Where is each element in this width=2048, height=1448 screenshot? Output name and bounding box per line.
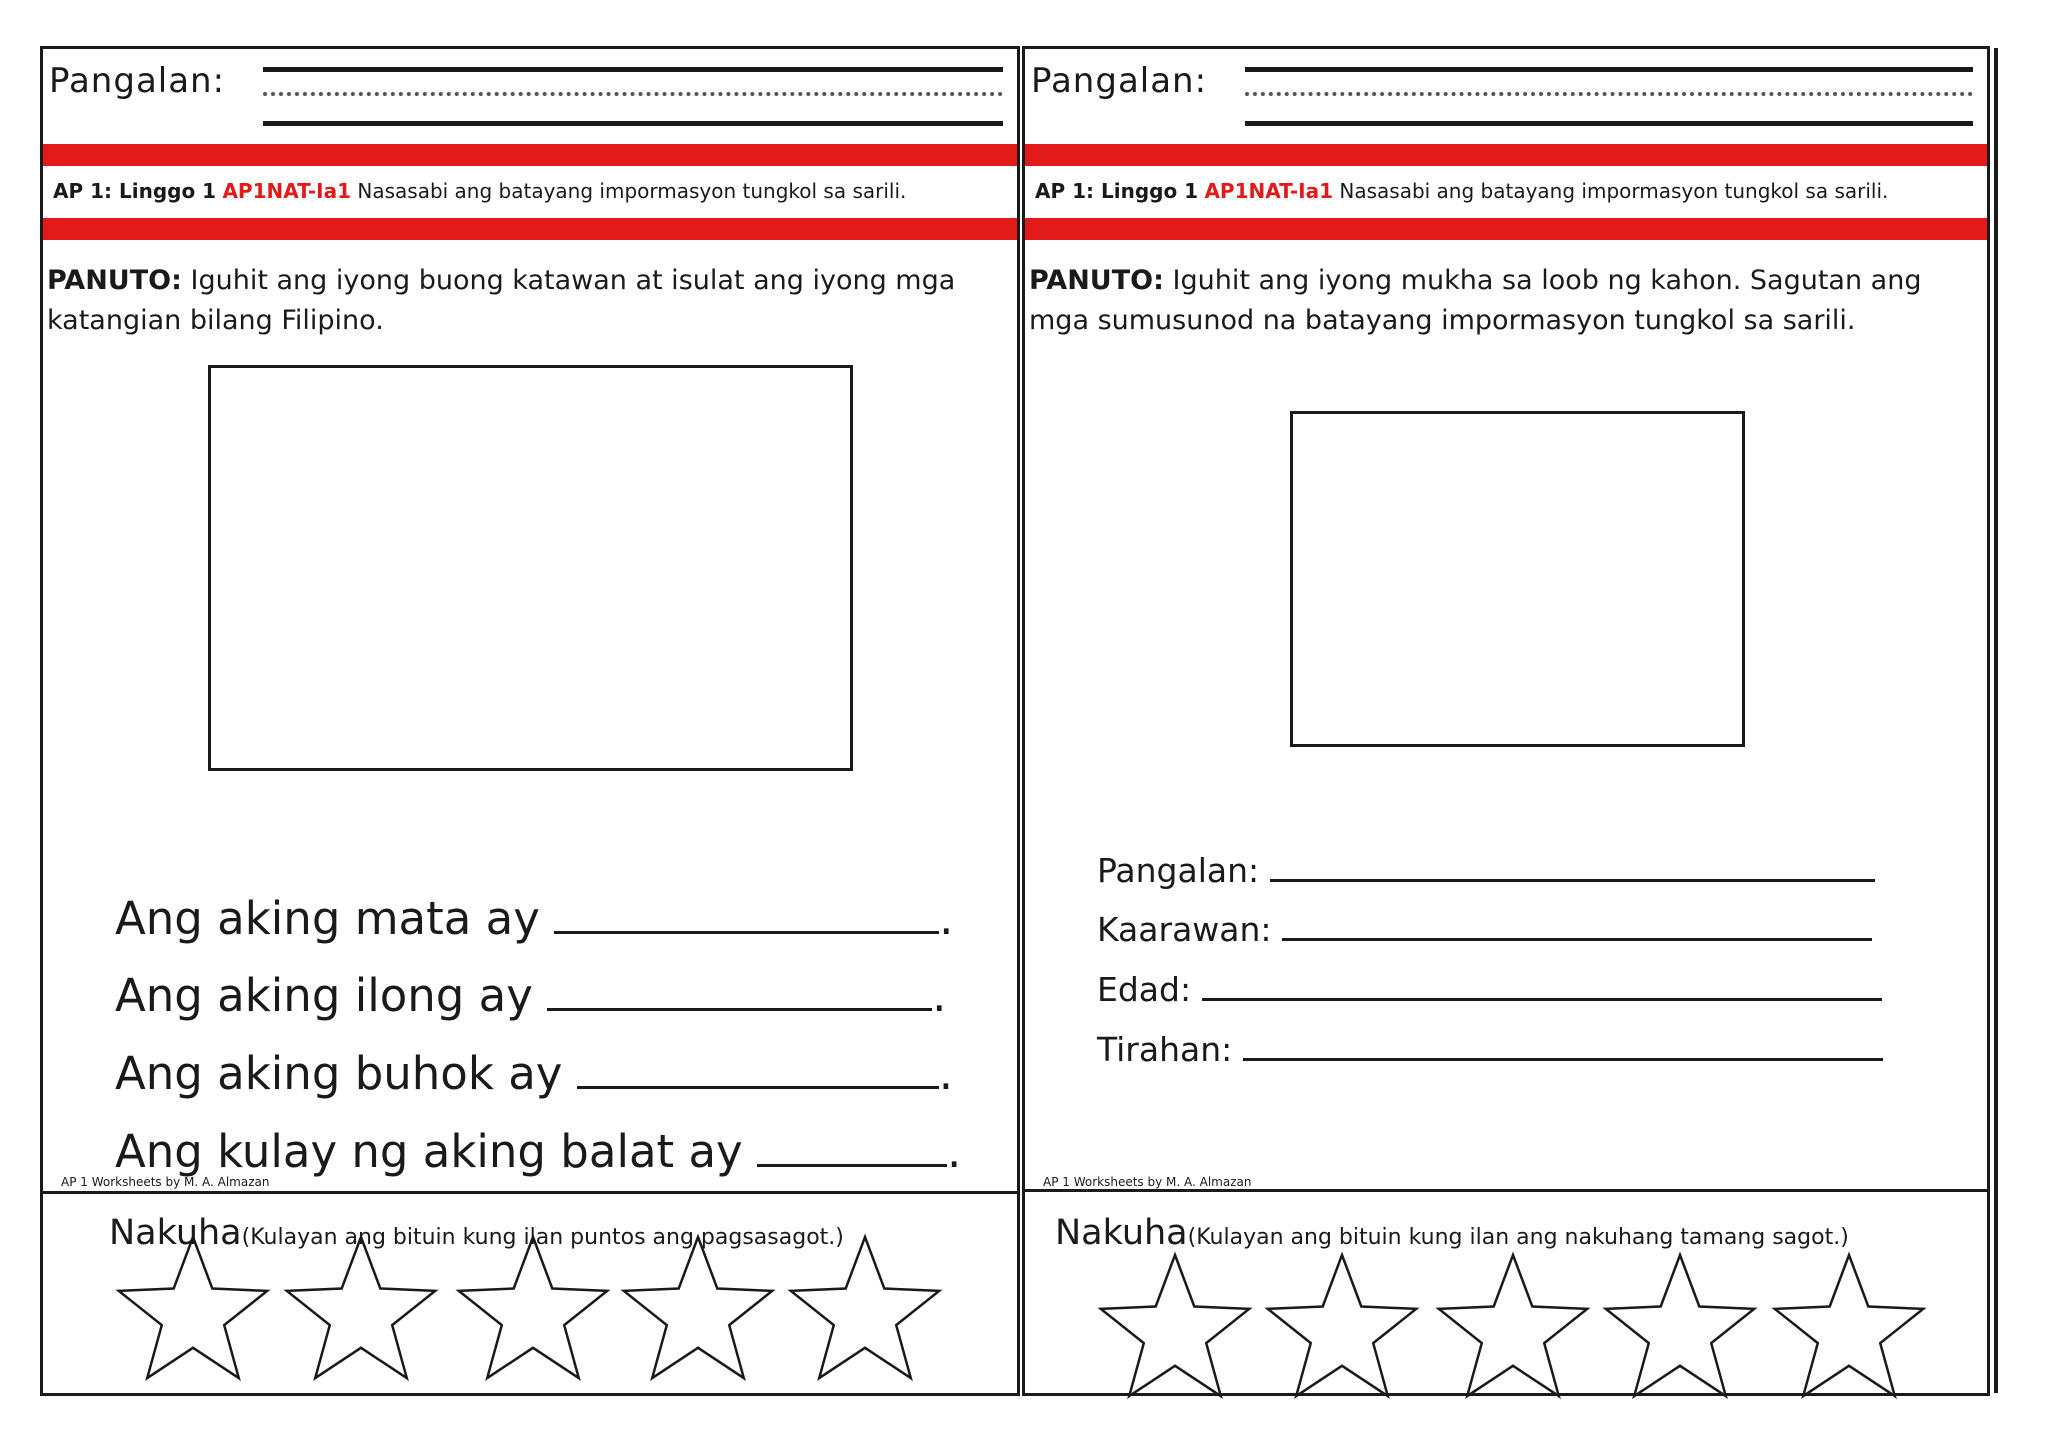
worksheet-right (1022, 46, 1990, 1396)
field-label: Pangalan: (1097, 851, 1260, 890)
answer-blank[interactable] (757, 1120, 947, 1167)
score-title: Nakuha (1055, 1213, 1188, 1253)
answer-blank[interactable] (1282, 904, 1872, 941)
answer-blank[interactable] (1243, 1024, 1883, 1061)
star-outline-icon[interactable] (1766, 1246, 1932, 1412)
name-line (263, 67, 1003, 72)
sentence-hair: Ang aking buhok ay . (115, 1042, 953, 1100)
score-note: (Kulayan ang bituin kung ilan ang nakuhang tamang sagot.) (1187, 1225, 1849, 1250)
star-outline-icon[interactable] (110, 1228, 276, 1394)
name-line (263, 121, 1003, 126)
score-divider (43, 1191, 1017, 1194)
credit-text: AP 1 Worksheets by M. A. Almazan (1043, 1175, 1252, 1189)
red-divider (1025, 144, 1987, 166)
week-label: AP 1: Linggo 1 (53, 179, 217, 203)
competency-description: Nasasabi ang batayang impormasyon tungkol sa sarili. (1339, 179, 1889, 203)
week-label: AP 1: Linggo 1 (1035, 179, 1199, 203)
credit-text: AP 1 Worksheets by M. A. Almazan (61, 1175, 270, 1189)
name-dotted-guide (1245, 92, 1973, 96)
score-divider (1025, 1189, 1987, 1192)
answer-blank[interactable] (547, 964, 932, 1011)
score-note: (Kulayan ang bituin kung ilan puntos ang pagsasagot.) (241, 1225, 844, 1250)
star-outline-icon[interactable] (615, 1228, 781, 1394)
sentence-text: Ang kulay ng aking balat ay (115, 1125, 743, 1178)
sentence-nose: Ang aking ilong ay . (115, 964, 946, 1022)
sentence-skin: Ang kulay ng aking balat ay . (115, 1120, 961, 1178)
instructions-label: PANUTO: (47, 265, 182, 296)
star-outline-icon[interactable] (450, 1228, 616, 1394)
star-outline-icon[interactable] (1430, 1246, 1596, 1412)
instructions (47, 261, 1011, 341)
sentence-text: Ang aking mata ay (115, 892, 540, 945)
sentence-text: Ang aking buhok ay (115, 1047, 563, 1100)
name-row (43, 49, 1017, 144)
field-birthday (1097, 904, 1872, 949)
name-label: Pangalan: (49, 61, 226, 101)
competency-row (1035, 179, 1888, 203)
red-divider (43, 218, 1017, 240)
sentence-text: Ang aking ilong ay (115, 969, 533, 1022)
field-label: Edad: (1097, 970, 1192, 1009)
answer-blank[interactable] (1202, 964, 1882, 1001)
competency-code: AP1NAT-Ia1 (222, 179, 352, 203)
instructions-label: PANUTO: (1029, 265, 1164, 296)
name-dotted-guide (263, 92, 1003, 96)
star-outline-icon[interactable] (1092, 1246, 1258, 1412)
worksheet-left (40, 46, 1020, 1396)
competency-code: AP1NAT-Ia1 (1204, 179, 1334, 203)
field-name (1097, 845, 1875, 890)
sentence-eyes: Ang aking mata ay . (115, 887, 953, 945)
competency-row (53, 179, 906, 203)
face-drawing-box[interactable] (1290, 411, 1745, 747)
score-title: Nakuha (109, 1213, 242, 1253)
star-outline-icon[interactable] (782, 1228, 948, 1394)
name-line (1245, 121, 1973, 126)
red-divider (1025, 218, 1987, 240)
competency-description: Nasasabi ang batayang impormasyon tungkol sa sarili. (357, 179, 907, 203)
field-label: Tirahan: (1097, 1030, 1233, 1069)
answer-blank[interactable] (577, 1042, 939, 1089)
star-outline-icon[interactable] (278, 1228, 444, 1394)
answer-blank[interactable] (554, 887, 939, 934)
instructions (1029, 261, 1981, 341)
page-edge-line (1994, 48, 1998, 1393)
drawing-box[interactable] (208, 365, 853, 771)
name-label: Pangalan: (1031, 61, 1208, 101)
name-row (1025, 49, 1987, 144)
answer-blank[interactable] (1270, 845, 1875, 882)
instructions-text: Iguhit ang iyong buong katawan at isulat ang iyong mga katangian bilang Filipino. (47, 265, 956, 336)
name-line (1245, 67, 1973, 72)
field-age (1097, 964, 1882, 1009)
red-divider (43, 144, 1017, 166)
star-outline-icon[interactable] (1597, 1246, 1763, 1412)
instructions-text: Iguhit ang iyong mukha sa loob ng kahon. Sagutan ang mga sumusunod na batayang impormasyon tungkol sa sarili. (1029, 265, 1922, 336)
star-outline-icon[interactable] (1259, 1246, 1425, 1412)
field-address (1097, 1024, 1883, 1069)
field-label: Kaarawan: (1097, 910, 1272, 949)
